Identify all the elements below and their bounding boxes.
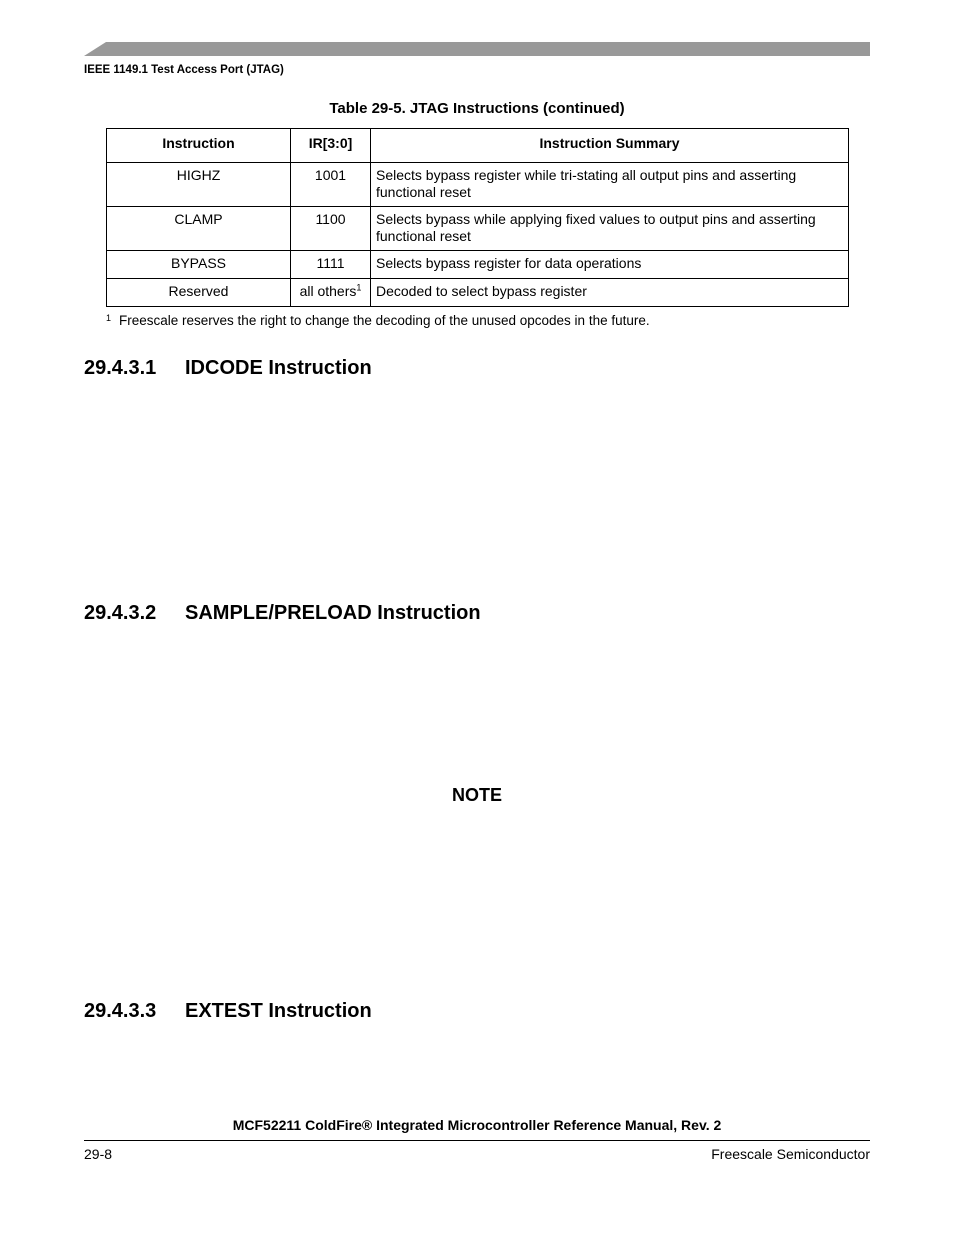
instruction-cell: Reserved	[107, 279, 291, 307]
ir-cell: 1001	[291, 163, 371, 207]
section-number: 29.4.3.1	[84, 357, 157, 379]
instruction-cell: BYPASS	[107, 251, 291, 279]
summary-cell: Decoded to select bypass register	[371, 279, 849, 307]
header-bar	[84, 42, 870, 56]
section-heading-idcode	[84, 357, 372, 380]
table-caption: Table 29-5. JTAG Instructions (continued)	[329, 100, 625, 117]
section-title: EXTEST Instruction	[185, 1000, 372, 1022]
table-header-row	[107, 129, 849, 163]
footnote-ref: 1	[356, 282, 362, 293]
section-title: SAMPLE/PRELOAD Instruction	[185, 602, 481, 624]
section-number: 29.4.3.3	[84, 1000, 157, 1022]
footer-title: MCF52211 ColdFire® Integrated Microcontroller Reference Manual, Rev. 2	[232, 1117, 722, 1133]
footnote-mark: 1	[106, 313, 112, 323]
section-title: IDCODE Instruction	[185, 357, 372, 379]
page-number: 29-8	[84, 1146, 113, 1162]
section-number: 29.4.3.2	[84, 602, 157, 624]
table-row	[107, 163, 849, 207]
table-footnote	[106, 313, 650, 328]
section-heading-sample-preload	[84, 602, 481, 625]
note-title: NOTE	[451, 785, 502, 805]
instruction-cell: CLAMP	[107, 207, 291, 251]
column-header: IR[3:0]	[291, 129, 371, 163]
table-row	[107, 279, 849, 307]
column-header: Instruction Summary	[371, 129, 849, 163]
ir-cell: 1100	[291, 207, 371, 251]
table-row	[107, 251, 849, 279]
footer-rule	[84, 1140, 870, 1141]
summary-cell: Selects bypass while applying fixed values to output pins and asserting functional reset	[371, 207, 849, 251]
publisher: Freescale Semiconductor	[711, 1146, 870, 1162]
section-heading-extest	[84, 1000, 372, 1023]
column-header: Instruction	[107, 129, 291, 163]
ir-cell	[291, 279, 371, 307]
table-row	[107, 207, 849, 251]
ir-value: all others	[299, 283, 357, 299]
summary-cell: Selects bypass register while tri-stating all output pins and asserting functional reset	[371, 163, 849, 207]
instruction-cell: HIGHZ	[107, 163, 291, 207]
ir-cell: 1111	[291, 251, 371, 279]
jtag-instructions-table	[106, 128, 849, 307]
running-header: IEEE 1149.1 Test Access Port (JTAG)	[84, 64, 284, 76]
footnote-text: Freescale reserves the right to change the decoding of the unused opcodes in the future.	[119, 313, 650, 328]
summary-cell: Selects bypass register for data operations	[371, 251, 849, 279]
